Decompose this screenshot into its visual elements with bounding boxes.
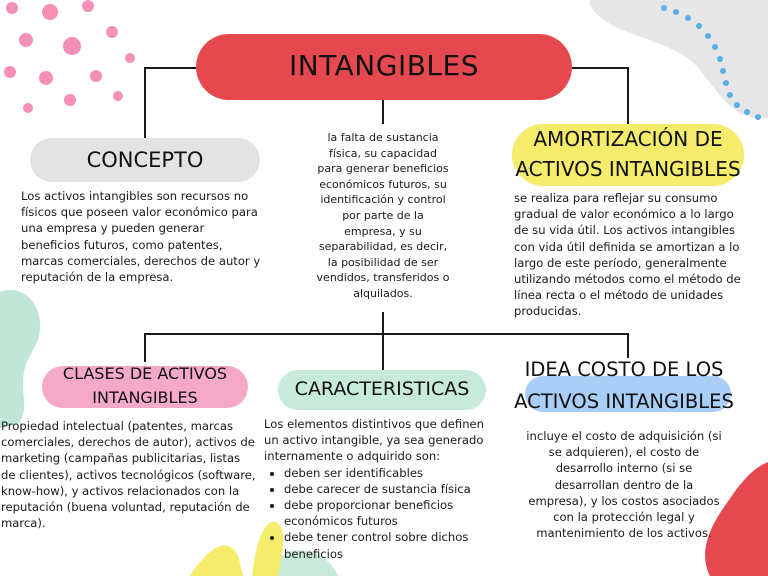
list-item: • debe proporcionar beneficios económicos futuros: [284, 497, 492, 529]
list-item: • debe tener control sobre dichos beneficios: [284, 529, 492, 561]
clases-heading-line2: INTANGIBLES: [92, 388, 198, 407]
grey-blob-decoration: [590, 0, 768, 118]
amortizacion-heading: [500, 124, 756, 184]
clases-text: Propiedad intelectual (patentes, marcas comerciales, derechos de autor), activos de marketing (campañas publicitarias, listas de clientes), activos tecnológicos (software, know-how), y activos relacionados con la reputación (buena voluntad, reputación de marca).: [1, 419, 256, 531]
caracteristicas-list: [264, 465, 492, 562]
mint-blob-decoration: [0, 290, 40, 428]
costo-text: incluye el costo de adquisición (si se adquieren), el costo de desarrollo interno (si se desarrollan dentro de la empresa), y los costos asociados con la protección legal y mantenimiento de los activos.: [526, 429, 722, 541]
amortizacion-text: se realiza para reflejar su consumo gradual de valor económico a lo largo de su vida útil. Los activos intangibles con vida útil definida se amortizan a lo largo de este período, generalmente utilizando métodos como el método de línea recta o el método de unidades producidas.: [514, 191, 741, 319]
caracteristicas-intro: Los elementos distintivos que definen un activo intangible, ya sea generado internamente o adquirido son:: [264, 417, 485, 464]
concepto-text: Los activos intangibles son recursos no físicos que poseen valor económico para una empresa y pueden generar beneficios futuros, como patentes, marcas comerciales, derechos de autor y reputación de la empresa.: [21, 189, 261, 285]
amortizacion-heading-line2: ACTIVOS INTANGIBLES: [515, 157, 741, 181]
pink-dots-decoration: [4, 0, 135, 113]
caracteristicas-body: [264, 416, 492, 562]
costo-heading-line1: IDEA COSTO DE LOS: [524, 358, 724, 381]
clases-heading: [40, 362, 250, 410]
concepto-heading: CONCEPTO: [86, 148, 204, 172]
costo-heading-line2: ACTIVOS INTANGIBLES: [514, 390, 734, 413]
amortizacion-heading-line1: AMORTIZACIÓN DE: [533, 127, 723, 151]
page-title: INTANGIBLES: [289, 49, 479, 82]
center-description: la falta de sustancia física, su capacidad para generar beneficios económicos futuros, su identificación y control por parte de la empresa, y su separabilidad, es decir, la posibilidad de ser vendidos, transferidos o alquilados.: [316, 131, 450, 300]
caracteristicas-heading: CARACTERISTICAS: [294, 378, 470, 400]
clases-heading-line1: CLASES DE ACTIVOS: [62, 364, 228, 383]
costo-heading: [496, 354, 752, 418]
list-item: • deben ser identificables: [284, 465, 492, 481]
yellow-splash-decoration: [190, 546, 244, 576]
list-item: • debe carecer de sustancia física: [284, 481, 492, 497]
